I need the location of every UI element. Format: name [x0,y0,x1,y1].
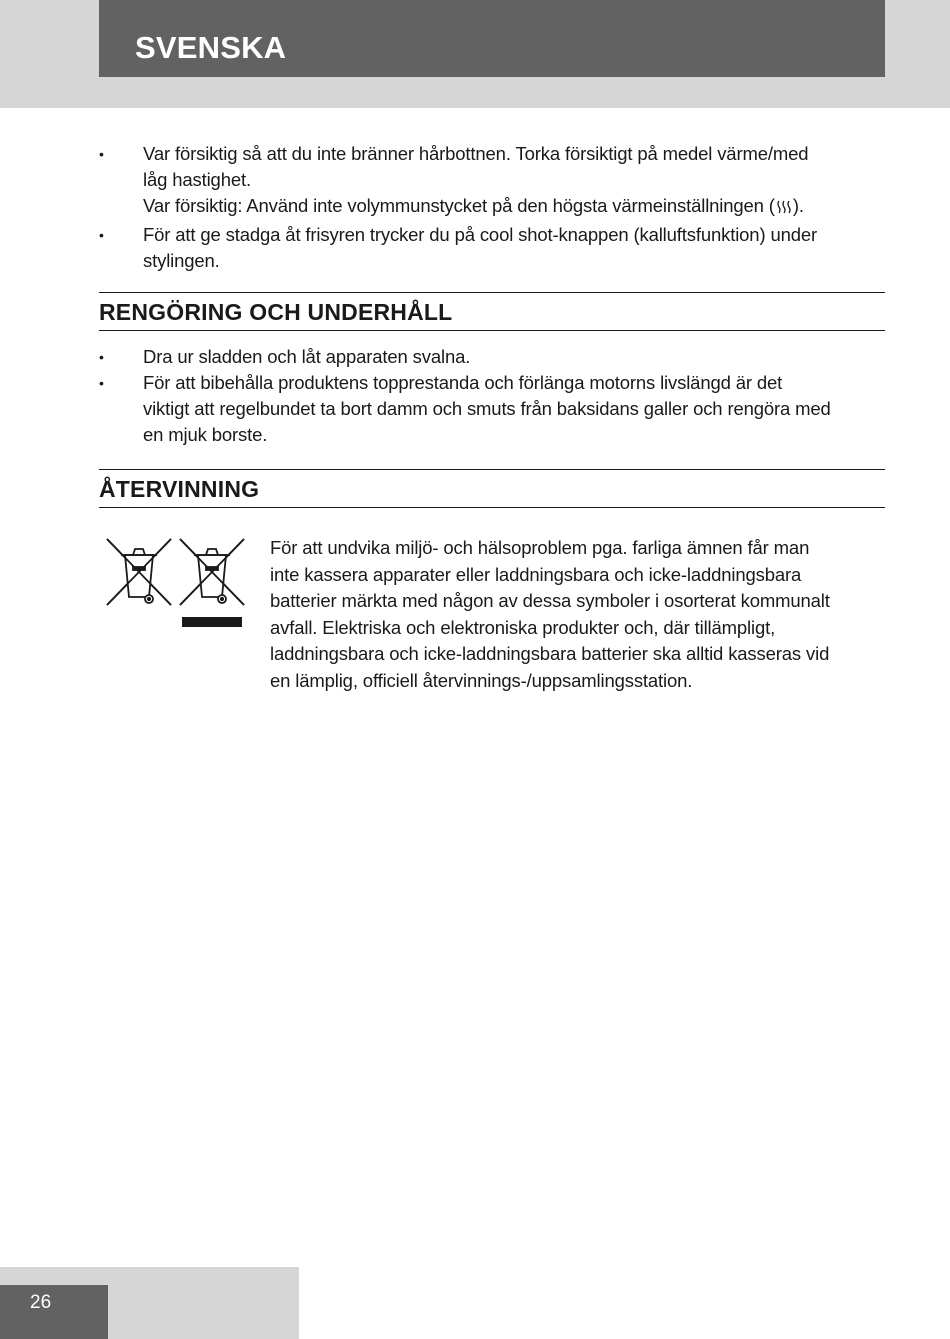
text-line: inte kassera apparater eller laddningsbara och icke-laddningsbara [270,563,802,585]
intro-section [99,141,885,274]
bullet-marker: • [99,349,104,365]
list-item [99,222,885,274]
text-line: Var försiktig så att du inte bränner hårbottnen. Torka försiktigt på medel värme/med [143,143,809,164]
section-heading: RENGÖRING OCH UNDERHÅLL [99,299,453,325]
bullet-marker: • [99,375,104,391]
recycling-symbols [105,535,245,636]
text-line: viktigt att regelbundet ta bort damm och smuts från baksidans galler och rengöra med [143,398,831,419]
list-item [99,141,885,222]
text-line: batterier märkta med någon av dessa symboler i osorterat kommunalt [270,590,830,612]
caution-text-end: ). [792,195,804,216]
cleaning-section [99,344,885,448]
recycling-heading-block [99,469,885,508]
crossed-out-bin-with-bar-icon [180,539,244,627]
crossed-out-bin-icon [107,539,171,605]
text-line: För att undvika miljö- och hälsoproblem pga. farliga ämnen får man [270,537,810,558]
bullet-marker: • [99,146,104,162]
caution-text: Var försiktig: Använd inte volymmunstycket på den högsta värmeinställningen ( [143,195,775,216]
cleaning-heading-block [99,292,885,331]
list-item [99,344,885,370]
text-line: För att bibehålla produktens topprestanda och förlänga motorns livslängd är det [143,372,783,393]
text-line: För att ge stadga åt frisyren trycker du på cool shot-knappen (kalluftsfunktion) under [143,224,818,245]
text-line: en mjuk borste. [143,424,268,445]
page-number-box [0,1285,108,1339]
section-heading: ÅTERVINNING [99,476,260,502]
list-item [99,370,885,448]
recycling-paragraph [270,535,885,695]
caution-line [143,193,885,222]
language-header [99,0,885,77]
page-number: 26 [30,1292,52,1313]
text-line: Dra ur sladden och låt apparaten svalna. [143,346,471,367]
language-title: SVENSKA [135,30,287,65]
bullet-marker: • [99,227,104,243]
text-line: låg hastighet. [143,169,251,190]
text-line: avfall. Elektriska och elektroniska produkter och, där tillämpligt, [270,616,776,638]
heat-setting-icon [776,196,792,222]
text-line: stylingen. [143,250,220,271]
text-line: laddningsbara och icke-laddningsbara batterier ska alltid kasseras vid [270,643,830,665]
text-line: en lämplig, officiell återvinnings-/uppsamlingsstation. [270,669,693,691]
